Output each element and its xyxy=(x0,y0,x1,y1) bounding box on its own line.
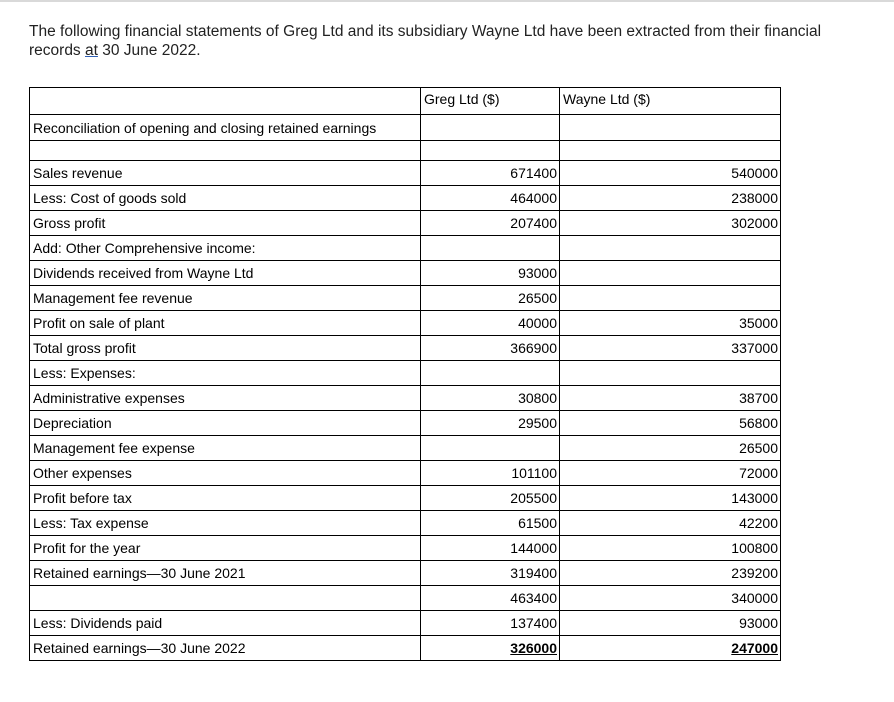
header-greg: Greg Ltd ($) xyxy=(421,88,560,115)
row-label: Management fee revenue xyxy=(30,286,421,311)
greg-value: 30800 xyxy=(421,386,560,411)
table-row xyxy=(30,161,781,186)
greg-value: 326000 xyxy=(421,636,560,661)
row-label: Sales revenue xyxy=(30,161,421,186)
section-title-row xyxy=(30,115,781,141)
spacer-cell xyxy=(30,141,421,161)
spacer-cell xyxy=(421,141,560,161)
table-row xyxy=(30,286,781,311)
wayne-value xyxy=(560,361,781,386)
row-label: Profit before tax xyxy=(30,486,421,511)
wayne-value: 239200 xyxy=(560,561,781,586)
greg-value: 463400 xyxy=(421,586,560,611)
table-row xyxy=(30,261,781,286)
row-label: Less: Expenses: xyxy=(30,361,421,386)
table-row xyxy=(30,386,781,411)
spacer-row xyxy=(30,141,781,161)
row-label xyxy=(30,586,421,611)
greg-value xyxy=(421,236,560,261)
table-row xyxy=(30,361,781,386)
greg-value xyxy=(421,436,560,461)
spacer-cell xyxy=(560,141,781,161)
greg-value: 26500 xyxy=(421,286,560,311)
greg-value: 205500 xyxy=(421,486,560,511)
financial-statements-table xyxy=(29,87,781,661)
row-label: Retained earnings—30 June 2021 xyxy=(30,561,421,586)
greg-value: 464000 xyxy=(421,186,560,211)
wayne-value: 42200 xyxy=(560,511,781,536)
row-label: Other expenses xyxy=(30,461,421,486)
row-label: Total gross profit xyxy=(30,336,421,361)
greg-value: 61500 xyxy=(421,511,560,536)
wayne-value: 35000 xyxy=(560,311,781,336)
greg-value: 137400 xyxy=(421,611,560,636)
row-label: Gross profit xyxy=(30,211,421,236)
greg-value: 40000 xyxy=(421,311,560,336)
wayne-value: 337000 xyxy=(560,336,781,361)
table-row xyxy=(30,611,781,636)
intro-text-start: The following financial statements of Greg Ltd and its subsidiary Wayne Ltd have been extracted from their financial records xyxy=(29,23,822,59)
header-wayne: Wayne Ltd ($) xyxy=(560,88,781,115)
table-row xyxy=(30,186,781,211)
header-row xyxy=(30,88,781,115)
table-row xyxy=(30,336,781,361)
table-row xyxy=(30,536,781,561)
table-row xyxy=(30,586,781,611)
table-row xyxy=(30,211,781,236)
wayne-value: 238000 xyxy=(560,186,781,211)
row-label: Profit on sale of plant xyxy=(30,311,421,336)
intro-paragraph xyxy=(29,22,849,60)
wayne-value: 72000 xyxy=(560,461,781,486)
intro-underlined-word: at xyxy=(85,42,98,59)
wayne-value xyxy=(560,286,781,311)
greg-value: 144000 xyxy=(421,536,560,561)
wayne-value xyxy=(560,236,781,261)
top-border xyxy=(0,0,894,2)
table-row xyxy=(30,311,781,336)
table-row xyxy=(30,436,781,461)
table-row xyxy=(30,561,781,586)
greg-value: 101100 xyxy=(421,461,560,486)
table-row xyxy=(30,411,781,436)
wayne-value: 56800 xyxy=(560,411,781,436)
row-label: Less: Tax expense xyxy=(30,511,421,536)
table-row xyxy=(30,486,781,511)
table-row xyxy=(30,511,781,536)
table-row xyxy=(30,636,781,661)
row-label: Profit for the year xyxy=(30,536,421,561)
row-label: Management fee expense xyxy=(30,436,421,461)
greg-value: 93000 xyxy=(421,261,560,286)
wayne-value: 100800 xyxy=(560,536,781,561)
wayne-value xyxy=(560,261,781,286)
greg-value: 671400 xyxy=(421,161,560,186)
wayne-value: 247000 xyxy=(560,636,781,661)
section-title-wayne-blank xyxy=(560,115,781,141)
header-blank-cell xyxy=(30,88,421,115)
wayne-value: 143000 xyxy=(560,486,781,511)
greg-value xyxy=(421,361,560,386)
section-title-greg-blank xyxy=(421,115,560,141)
table-row xyxy=(30,461,781,486)
intro-text-end: 30 June 2022. xyxy=(97,42,201,59)
row-label: Administrative expenses xyxy=(30,386,421,411)
wayne-value: 340000 xyxy=(560,586,781,611)
greg-value: 207400 xyxy=(421,211,560,236)
wayne-value: 93000 xyxy=(560,611,781,636)
row-label: Add: Other Comprehensive income: xyxy=(30,236,421,261)
greg-value: 29500 xyxy=(421,411,560,436)
row-label: Dividends received from Wayne Ltd xyxy=(30,261,421,286)
wayne-value: 26500 xyxy=(560,436,781,461)
greg-value: 366900 xyxy=(421,336,560,361)
greg-value: 319400 xyxy=(421,561,560,586)
row-label: Less: Dividends paid xyxy=(30,611,421,636)
row-label: Depreciation xyxy=(30,411,421,436)
section-title: Reconciliation of opening and closing retained earnings xyxy=(30,115,421,141)
row-label: Retained earnings—30 June 2022 xyxy=(30,636,421,661)
wayne-value: 38700 xyxy=(560,386,781,411)
wayne-value: 302000 xyxy=(560,211,781,236)
wayne-value: 540000 xyxy=(560,161,781,186)
table-row xyxy=(30,236,781,261)
row-label: Less: Cost of goods sold xyxy=(30,186,421,211)
